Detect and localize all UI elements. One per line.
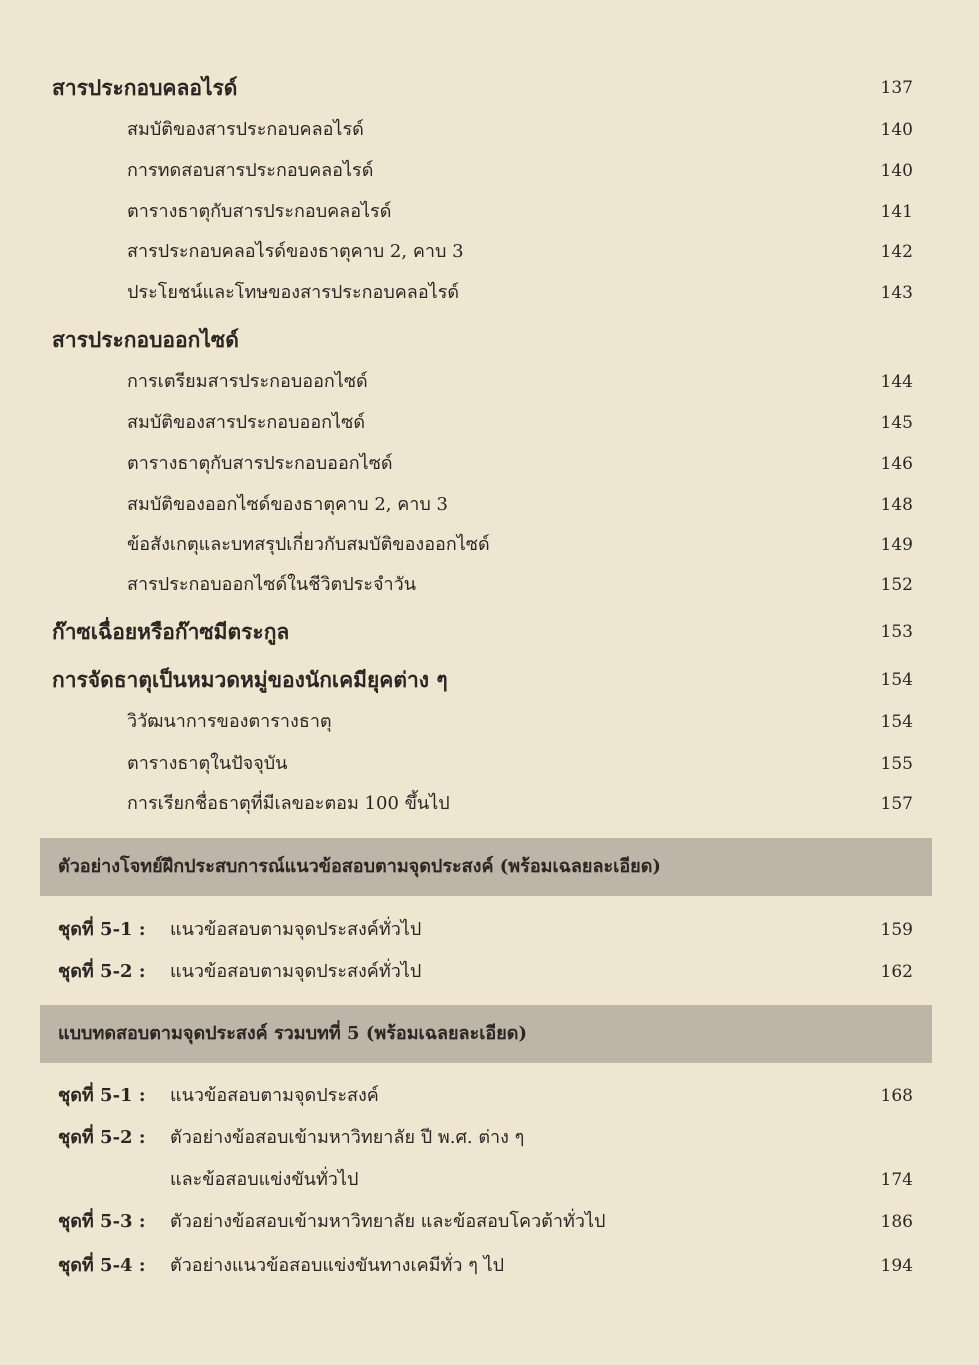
page-number: 137 (880, 78, 913, 98)
set-label: ชุดที่ 5-1 : (58, 1085, 146, 1106)
toc-entry (0, 955, 979, 989)
toc-entry (0, 787, 979, 821)
toc-entry (0, 406, 979, 440)
page-number: 140 (880, 120, 913, 140)
toc-entry (0, 447, 979, 481)
set-title: ตัวอย่างข้อสอบเข้ามหาวิทยาลัย และข้อสอบโควต้าทั่วไป (170, 1211, 606, 1232)
set-title: ตัวอย่างแนวข้อสอบแข่งขันทางเคมีทั่ว ๆ ไป (170, 1255, 505, 1276)
heading-title: สารประกอบออกไซด์ (52, 327, 239, 352)
set-label: ชุดที่ 5-2 : (58, 1127, 146, 1148)
set-title: แนวข้อสอบตามจุดประสงค์ทั่วไป (170, 919, 422, 940)
entry-title: การเตรียมสารประกอบออกไซด์ (127, 371, 368, 392)
set-label: ชุดที่ 5-2 : (58, 961, 146, 982)
toc-entry (0, 747, 979, 781)
section-title: แบบทดสอบตามจุดประสงค์ รวมบทที่ 5 (พร้อมเฉลยละเอียด) (58, 1023, 527, 1044)
set-title: แนวข้อสอบตามจุดประสงค์ (170, 1085, 379, 1106)
heading-title: ก๊าซเฉื่อยหรือก๊าซมีตระกูล (52, 619, 290, 644)
entry-title: สมบัติของสารประกอบออกไซด์ (127, 412, 366, 433)
toc-entry (0, 615, 979, 649)
entry-title: วิวัฒนาการของตารางธาตุ (127, 711, 332, 732)
page-number: 194 (880, 1256, 913, 1276)
page-number: 186 (880, 1212, 913, 1232)
set-label: ชุดที่ 5-4 : (58, 1255, 146, 1276)
toc-entry (0, 1205, 979, 1239)
set-title: และข้อสอบแข่งขันทั่วไป (170, 1169, 359, 1190)
toc-entry (0, 913, 979, 947)
toc-entry (0, 71, 979, 105)
set-title: แนวข้อสอบตามจุดประสงค์ทั่วไป (170, 961, 422, 982)
toc-entry (0, 1249, 979, 1283)
heading-title: สารประกอบคลอไรด์ (52, 75, 238, 100)
entry-title: การเรียกชื่อธาตุที่มีเลขอะตอม 100 ขึ้นไป (127, 793, 450, 814)
page-number: 146 (880, 454, 913, 474)
page-number: 168 (880, 1086, 913, 1106)
page-number: 141 (880, 202, 913, 222)
page-number: 157 (880, 794, 913, 814)
page-number: 159 (880, 920, 913, 940)
entry-title: ประโยชน์และโทษของสารประกอบคลอไรด์ (127, 282, 460, 303)
toc-entry (0, 1079, 979, 1113)
entry-title: สารประกอบออกไซด์ในชีวิตประจำวัน (127, 574, 417, 595)
toc-entry (0, 1121, 979, 1155)
page-number: 174 (880, 1170, 913, 1190)
toc-entry (0, 323, 979, 357)
entry-title: สมบัติของสารประกอบคลอไรด์ (127, 119, 364, 140)
page-number: 153 (880, 622, 913, 642)
set-title: ตัวอย่างข้อสอบเข้ามหาวิทยาลัย ปี พ.ศ. ต่าง ๆ (170, 1127, 525, 1148)
entry-title: การทดสอบสารประกอบคลอไรด์ (127, 160, 374, 181)
page-number: 143 (880, 283, 913, 303)
set-label: ชุดที่ 5-3 : (58, 1211, 146, 1232)
page-number: 144 (880, 372, 913, 392)
toc-entry (0, 154, 979, 188)
toc-entry (0, 113, 979, 147)
page-number: 154 (880, 712, 913, 732)
entry-title: ตารางธาตุกับสารประกอบออกไซด์ (127, 453, 393, 474)
page-number: 145 (880, 413, 913, 433)
entry-title: ข้อสังเกตุและบทสรุปเกี่ยวกับสมบัติของออกไซด์ (127, 534, 490, 555)
entry-title: สารประกอบคลอไรด์ของธาตุคาบ 2, คาบ 3 (127, 241, 464, 262)
toc-entry (0, 568, 979, 602)
section-banner-practice (40, 838, 932, 896)
section-title: ตัวอย่างโจทย์ฝึกประสบการณ์แนวข้อสอบตามจุดประสงค์ (พร้อมเฉลยละเอียด) (58, 856, 661, 877)
toc-entry (0, 705, 979, 739)
page-number: 149 (880, 535, 913, 555)
entry-title: ตารางธาตุในปัจจุบัน (127, 753, 288, 774)
page-number: 148 (880, 495, 913, 515)
heading-title: การจัดธาตุเป็นหมวดหมู่ของนักเคมียุคต่าง ๆ (52, 667, 448, 692)
page-number: 140 (880, 161, 913, 181)
toc-entry (0, 488, 979, 522)
section-banner-test (40, 1005, 932, 1063)
toc-entry (0, 365, 979, 399)
page-number: 162 (880, 962, 913, 982)
set-label: ชุดที่ 5-1 : (58, 919, 146, 940)
toc-entry (0, 663, 979, 697)
toc-entry (0, 276, 979, 310)
page-number: 142 (880, 242, 913, 262)
entry-title: สมบัติของออกไซด์ของธาตุคาบ 2, คาบ 3 (127, 494, 448, 515)
entry-title: ตารางธาตุกับสารประกอบคลอไรด์ (127, 201, 392, 222)
toc-entry (0, 235, 979, 269)
page-number: 154 (880, 670, 913, 690)
toc-entry (0, 1163, 979, 1197)
toc-entry (0, 528, 979, 562)
toc-entry (0, 195, 979, 229)
page-number: 152 (880, 575, 913, 595)
page-number: 155 (880, 754, 913, 774)
